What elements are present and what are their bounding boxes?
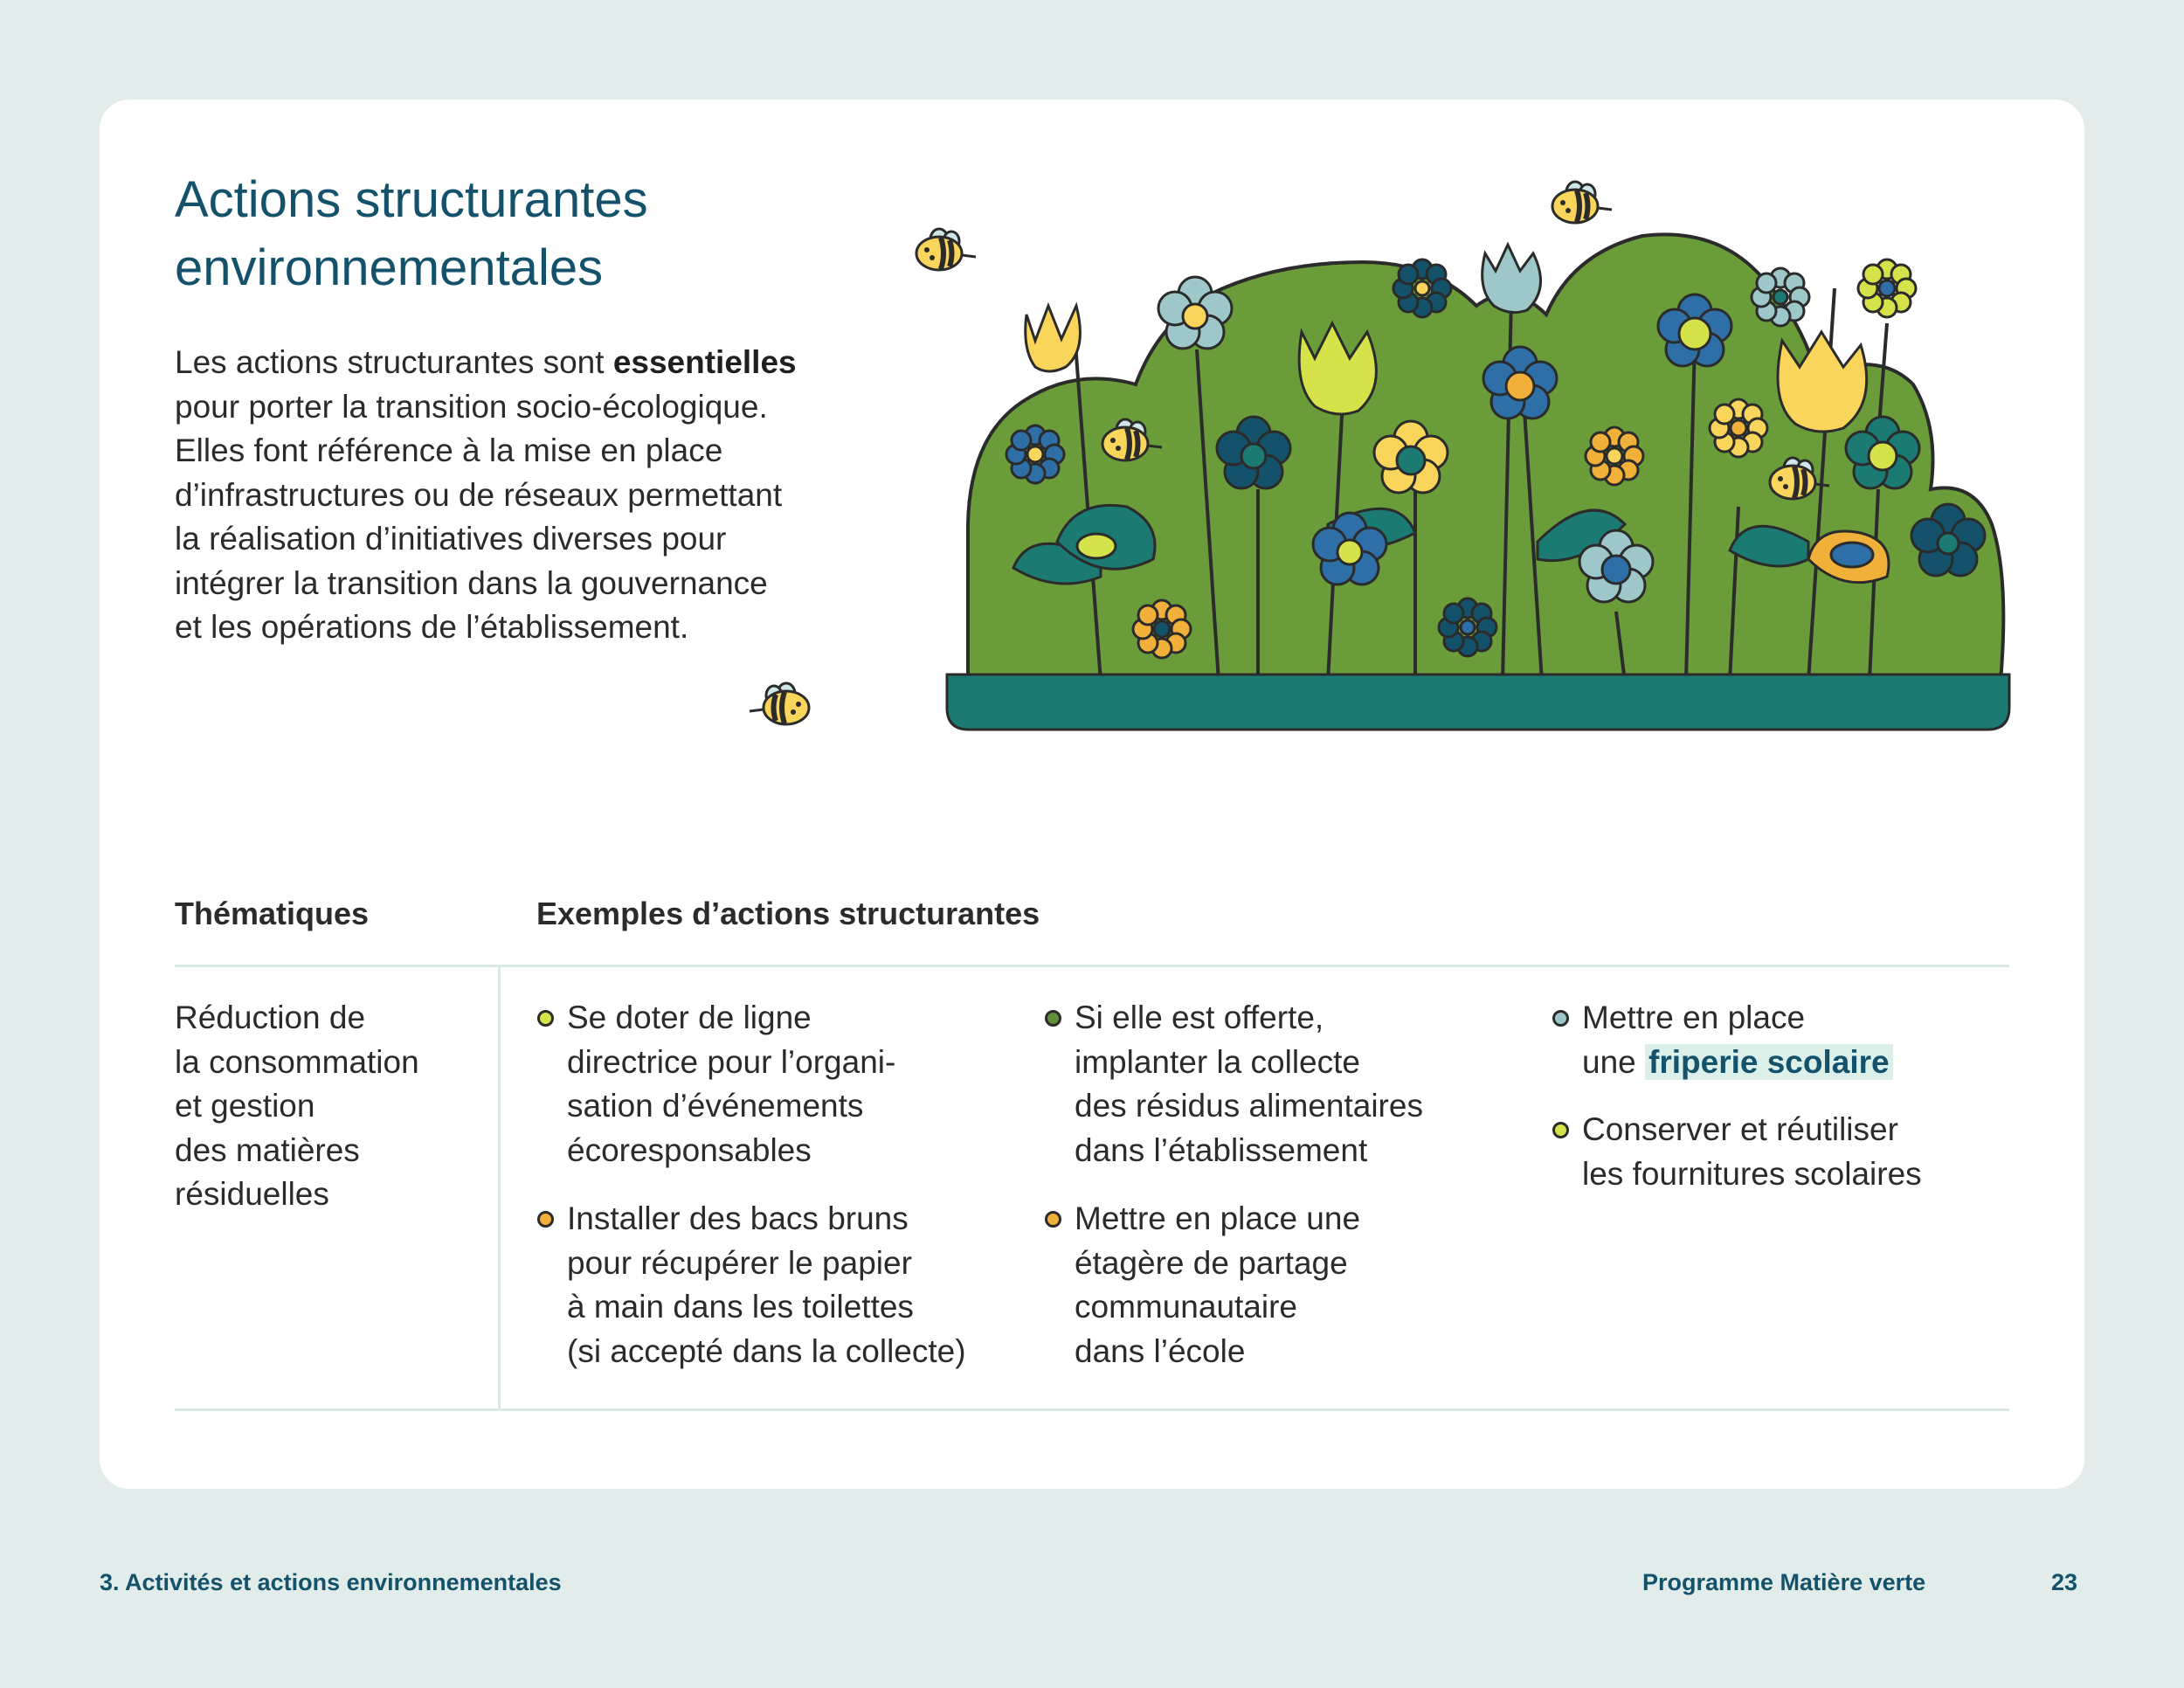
action-item: Conserver et réutiliser les fournitures scolaires <box>1552 1108 1922 1196</box>
action-item: Si elle est offerte, implanter la collecte des résidus alimentaires dans l’établissement <box>1045 996 1423 1173</box>
table-column-divider <box>498 966 501 1410</box>
action-item: Installer des bacs bruns pour récupérer le papier à main dans les toilettes (si accepté dans la collecte) <box>537 1197 966 1373</box>
action-item: Se doter de ligne directrice pour l’organi- sation d’événements écoresponsables <box>537 996 895 1173</box>
bullet-dot <box>1045 1211 1061 1228</box>
bullet-dot <box>537 1010 554 1027</box>
action-item: Mettre en place une étagère de partage communautaire dans l’école <box>1045 1197 1360 1373</box>
action-item: Mettre en place une friperie scolaire <box>1552 996 1893 1084</box>
intro-paragraph: Les actions structurantes sont essentielles pour porter la transition socio-écologique. Elles font référence à la mise en place d’infrastructures ou de réseaux permettant la réalisation d’initiatives diverses pour intégrer la transition dans la gouvernance et les opérations de l’établissement. <box>175 344 797 645</box>
intro-bold-word: essentielles <box>612 344 797 380</box>
header-exemples: Exemples d’actions structurantes <box>536 896 1040 931</box>
page-title: Actions structurantes environnementales <box>175 171 648 296</box>
bullet-dot <box>1552 1122 1569 1138</box>
footer-section: 3. Activités et actions environnementales <box>100 1569 562 1595</box>
bullet-dot <box>1552 1010 1569 1027</box>
theme-cell: Réduction de la consommation et gestion des matières résiduelles <box>175 1000 419 1212</box>
footer-program: Programme Matière verte <box>1642 1569 1926 1595</box>
bullet-dot <box>537 1211 554 1228</box>
table-bottom-divider <box>175 1408 2009 1411</box>
friperie-link[interactable]: friperie scolaire <box>1645 1044 1893 1080</box>
bullet-dot <box>1045 1010 1061 1027</box>
table-top-divider <box>175 965 2009 967</box>
page-number: 23 <box>2051 1569 2078 1595</box>
header-thematiques: Thématiques <box>175 896 370 931</box>
